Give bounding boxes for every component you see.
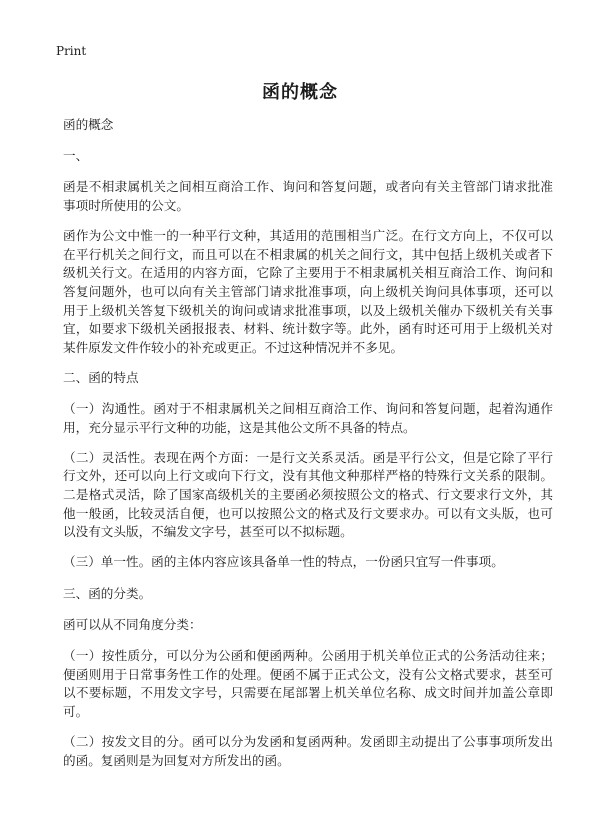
section-heading: 函的概念 — [63, 117, 114, 132]
document-title: 函的概念 — [262, 82, 338, 103]
body-paragraph: （一）按性质分，可以分为公函和便函两种。公函用于机关单位正式的公务活动往来；便函则用于日常事务性工作的处理。便函不属于正式公文，没有公文格式要求，甚至可以不要标题，不用发文字号，只需要在尾部署上机关单位名称、成文时间并加盖公章即可。 — [63, 648, 553, 719]
print-link[interactable]: Print — [56, 44, 87, 58]
body-paragraph: （二）按发文目的分。函可以分为发函和复函两种。发函即主动提出了公事事项所发出的函。复函则是为回复对方所发出的函。 — [63, 733, 553, 768]
body-paragraph: （二）灵活性。表现在两个方面：一是行文关系灵活。函是平行公文，但是它除了平行行文外，还可以向上行文或向下行文，没有其他文种那样严格的特殊行文关系的限制。二是格式灵活，除了国家高级机关的主要函必须按照公文的格式、行文要求行文外，其他一般函，比较灵活自便，也可以按照公文的格式及行文要求办。可以有文头版，也可以没有文头版，不编发文字号，甚至可以不拟标题。 — [63, 449, 553, 540]
body-paragraph: （三）单一性。函的主体内容应该具备单一性的特点，一份函只宜写一件事项。 — [63, 554, 504, 570]
section-heading: 一、 — [63, 148, 89, 164]
section-heading: 三、函的分类。 — [63, 585, 152, 601]
body-paragraph: 函是不相隶属机关之间相互商洽工作、询问和答复问题，或者向有关主管部门请求批准事项时所使用的公文。 — [63, 179, 553, 213]
body-paragraph: （一）沟通性。函对于不相隶属机关之间相互商洽工作、询问和答复问题，起着沟通作用，充分显示平行文种的功能，这是其他公文所不具备的特点。 — [63, 401, 553, 435]
document-body — [63, 116, 553, 782]
body-paragraph: 函作为公文中惟一的一种平行文种，其适用的范围相当广泛。在行文方向上，不仅可以在平行机关之间行文，而且可以在不相隶属的机关之间行文，其中包括上级机关或者下级机关行文。在适用的内容方面，它除了主要用于不相隶属机关相互商洽工作、询问和答复问题外，也可以向有关主管部门请求批准事项，向上级机关询问具体事项，还可以用于上级机关答复下级机关的询问或请求批准事项，以及上级机关催办下级机关有关事宜，如要求下级机关函报报表、材料、统计数字等。此外，函有时还可用于上级机关对某件原发文件作较小的补充或更正。不过这种情况并不多见。 — [63, 228, 553, 355]
section-heading: 二、函的特点 — [63, 369, 139, 385]
body-paragraph: 函可以从不同角度分类： — [63, 616, 202, 632]
